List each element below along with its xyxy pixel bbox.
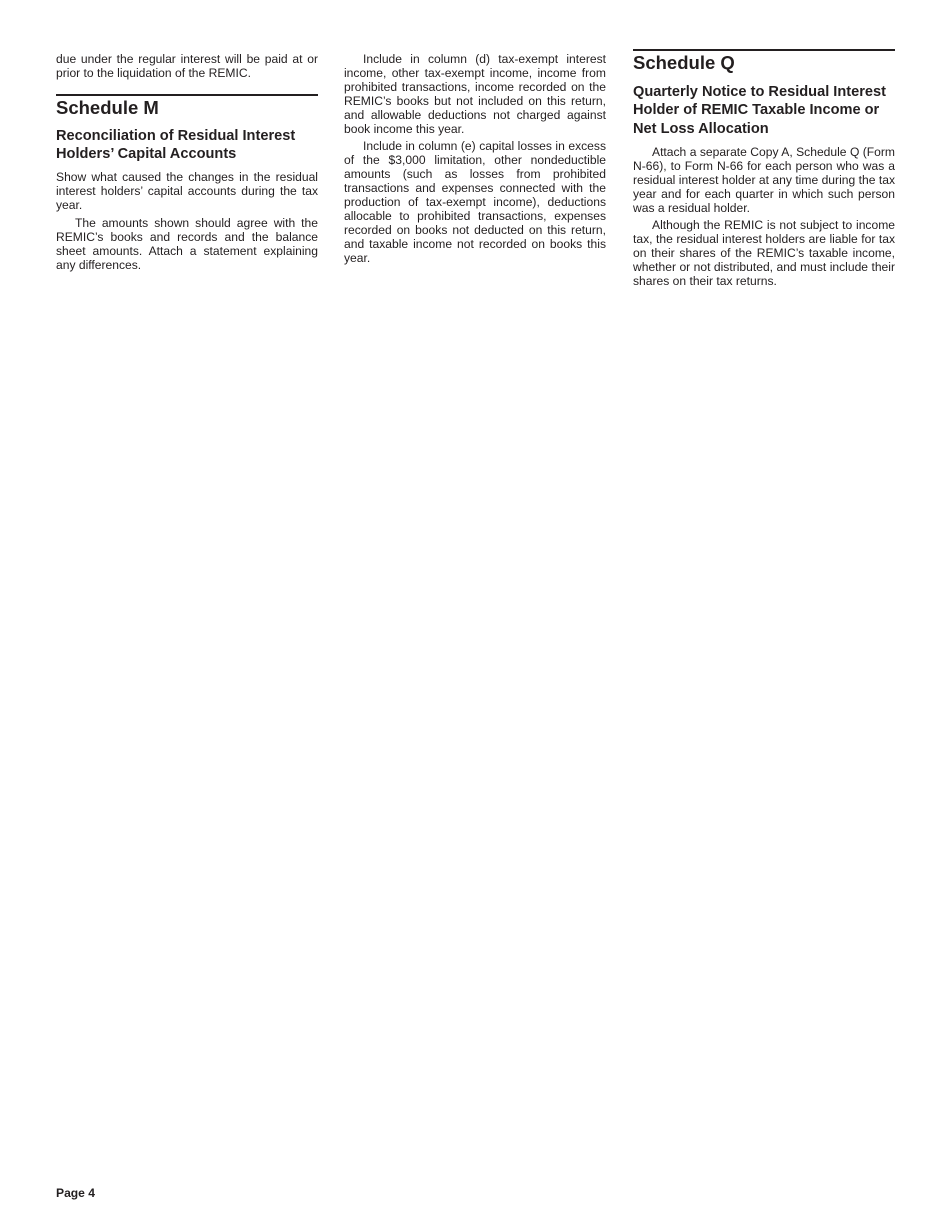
schedule-m-title: Schedule M: [56, 96, 159, 118]
column-right: [633, 53, 895, 289]
schedule-q-subtitle: Quarterly Notice to Residual Interest Holder of REMIC Taxable Income or Net Loss Allocation: [633, 84, 887, 137]
schedule-m-subtitle: Reconciliation of Residual Interest Holders’ Capital Accounts: [56, 127, 296, 163]
schedule-q-paragraph: Although the REMIC is not subject to income tax, the residual interest holders are liable for tax on their shares of the REMIC’s taxable income, whether or not distributed, and must include their shares on their tax returns.: [633, 218, 895, 289]
column-left: [56, 53, 318, 273]
schedule-m-paragraph: Show what caused the changes in the residual interest holders’ capital accounts during the tax year.: [56, 170, 318, 213]
schedule-q-paragraph: Attach a separate Copy A, Schedule Q (Form N-66), to Form N-66 for each person who was a residual interest holder at any time during the tax year and for each quarter in which such person was a residual holder.: [633, 144, 895, 215]
schedule-q-header: [633, 49, 895, 74]
page-number: Page 4: [56, 1186, 95, 1200]
column-middle: [344, 53, 606, 266]
continued-paragraph: due under the regular interest will be paid at or prior to the liquidation of the REMIC.: [56, 52, 318, 80]
schedule-m-paragraph: The amounts shown should agree with the REMIC’s books and records and the balance sheet amounts. Attach a statement explaining any differences.: [56, 216, 318, 272]
schedule-m-header: [56, 94, 318, 119]
schedule-q-title: Schedule Q: [633, 52, 735, 73]
column-e-paragraph: Include in column (e) capital losses in excess of the $3,000 limitation, other nondeductible amounts (such as losses from prohibited transactions and expenses connected with the production of tax-exempt income), deductions allocable to prohibited transactions, expenses recorded on books not deducted on this return, and taxable income not recorded on books this year.: [344, 139, 606, 265]
column-d-paragraph: Include in column (d) tax-exempt interest income, other tax-exempt income, income from prohibited transactions, income recorded on the REMIC’s books but not included on this return, and allowable deductions not charged against book income this year.: [344, 52, 606, 136]
